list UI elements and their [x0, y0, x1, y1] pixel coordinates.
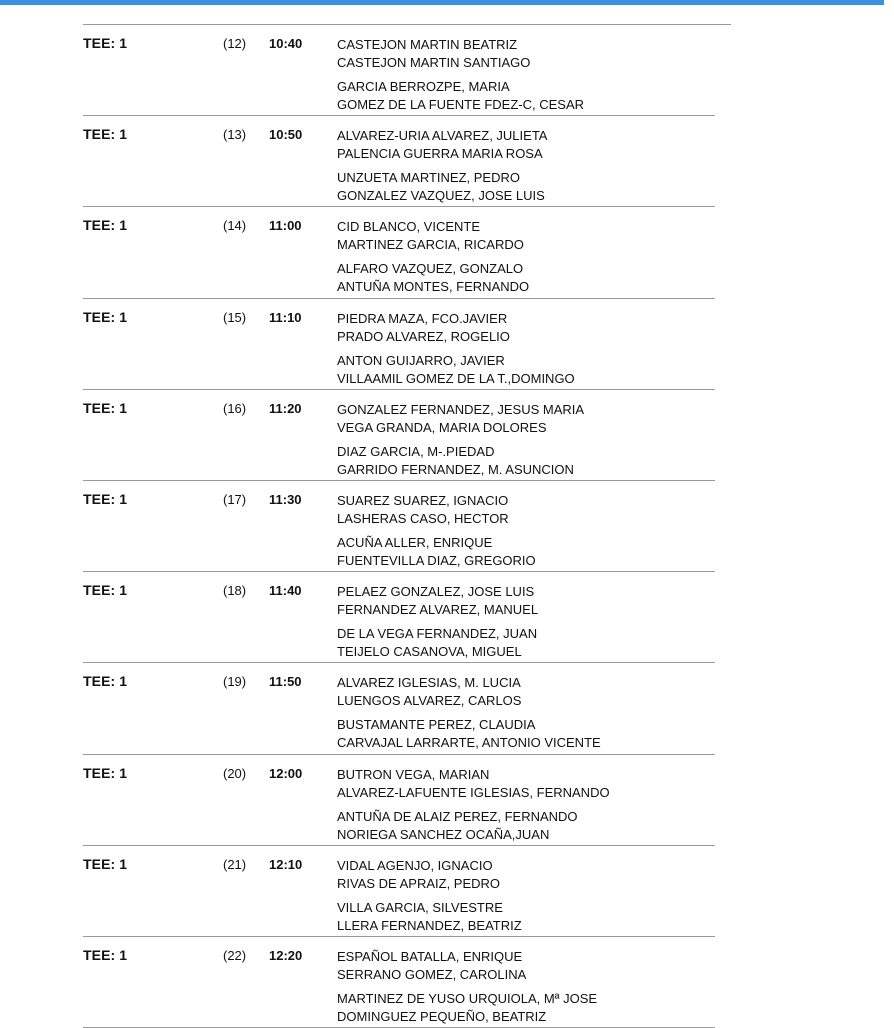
player-name: ALVAREZ-URIA ALVAREZ, JULIETA — [337, 128, 548, 144]
player-pair — [337, 716, 601, 752]
tee-label: TEE: 1 — [83, 399, 128, 416]
player-name: DE LA VEGA FERNANDEZ, JUAN — [337, 626, 538, 642]
tee-time: 11:00 — [269, 218, 302, 234]
tee-group-row — [83, 116, 715, 207]
player-pair — [337, 899, 522, 935]
player-pair — [337, 310, 575, 346]
player-name: GOMEZ DE LA FUENTE FDEZ-C, CESAR — [337, 97, 585, 112]
group-number: (16) — [223, 400, 247, 416]
tee-group-row — [83, 572, 715, 663]
player-name: RIVAS DE APRAIZ, PEDRO — [337, 875, 501, 891]
tee-group-row — [83, 481, 715, 572]
tee-time: 11:10 — [269, 309, 302, 325]
group-number: (18) — [223, 583, 247, 599]
player-name: ESPAÑOL BATALLA, ENRIQUE — [337, 948, 523, 964]
player-name: BUSTAMANTE PEREZ, CLAUDIA — [337, 717, 536, 733]
tee-label: TEE: 1 — [83, 764, 128, 781]
player-name: PALENCIA GUERRA MARIA ROSA — [337, 146, 543, 162]
player-name: ALVAREZ-LAFUENTE IGLESIAS, FERNANDO — [337, 784, 610, 800]
player-list — [337, 218, 529, 296]
player-name: LUENGOS ALVAREZ, CARLOS — [337, 693, 522, 709]
player-name: ALVAREZ IGLESIAS, M. LUCIA — [337, 675, 521, 691]
player-name: CID BLANCO, VICENTE — [337, 219, 481, 235]
tee-group-row — [83, 663, 715, 754]
tee-time: 11:20 — [269, 400, 302, 416]
tee-label: TEE: 1 — [83, 126, 128, 143]
tee-group-row — [83, 846, 715, 937]
player-list — [337, 674, 601, 752]
player-list — [337, 583, 538, 661]
tee-label: TEE: 1 — [83, 582, 128, 599]
tee-group-row — [83, 25, 715, 116]
player-name: ALFARO VAZQUEZ, GONZALO — [337, 261, 524, 277]
player-list — [337, 492, 536, 570]
tee-groups-list — [83, 25, 731, 1028]
player-pair — [337, 127, 547, 163]
player-name: DIAZ GARCIA, M-.PIEDAD — [337, 443, 495, 459]
player-name: ACUÑA ALLER, ENRIQUE — [337, 534, 493, 550]
player-name: FUENTEVILLA DIAZ, GREGORIO — [337, 552, 536, 568]
player-name: PRADO ALVAREZ, ROGELIO — [337, 328, 510, 344]
player-list — [337, 766, 610, 844]
tee-group-row — [83, 207, 715, 298]
player-pair — [337, 352, 575, 388]
player-pair — [337, 492, 536, 528]
player-name: DOMINGUEZ PEQUEÑO, BEATRIZ — [337, 1008, 547, 1024]
player-list — [337, 36, 584, 114]
tee-group-row — [83, 937, 715, 1028]
group-number: (14) — [223, 218, 247, 234]
player-name: VILLA GARCIA, SILVESTRE — [337, 899, 503, 915]
tee-time: 12:20 — [269, 947, 303, 963]
player-name: GARRIDO FERNANDEZ, M. ASUNCION — [337, 461, 574, 477]
player-pair — [337, 401, 584, 437]
tee-time: 11:30 — [269, 491, 302, 507]
player-name: NORIEGA SANCHEZ OCAÑA,JUAN — [337, 826, 550, 842]
player-name: SUAREZ SUAREZ, IGNACIO — [337, 492, 509, 508]
player-pair — [337, 808, 610, 844]
player-name: ANTUÑA MONTES, FERNANDO — [337, 279, 530, 295]
tee-label: TEE: 1 — [83, 217, 128, 234]
player-name: GONZALEZ VAZQUEZ, JOSE LUIS — [337, 188, 545, 204]
tee-label: TEE: 1 — [83, 673, 128, 690]
player-name: LASHERAS CASO, HECTOR — [337, 510, 509, 526]
player-name: MARTINEZ DE YUSO URQUIOLA, Mª JOSE — [337, 990, 598, 1006]
tee-group-row — [83, 299, 715, 390]
player-list — [337, 310, 575, 388]
player-name: CARVAJAL LARRARTE, ANTONIO VICENTE — [337, 735, 601, 751]
group-number: (12) — [223, 36, 247, 51]
player-list — [337, 857, 522, 935]
tee-group-row — [83, 390, 715, 481]
player-name: VEGA GRANDA, MARIA DOLORES — [337, 419, 547, 435]
tee-label: TEE: 1 — [83, 35, 128, 51]
player-name: UNZUETA MARTINEZ, PEDRO — [337, 170, 520, 186]
group-number: (22) — [223, 947, 247, 963]
player-pair — [337, 443, 584, 479]
player-name: LLERA FERNANDEZ, BEATRIZ — [337, 917, 522, 933]
player-name: VIDAL AGENJO, IGNACIO — [337, 857, 493, 873]
player-name: MARTINEZ GARCIA, RICARDO — [337, 237, 524, 253]
tee-time: 11:50 — [269, 674, 302, 690]
player-pair — [337, 674, 601, 710]
player-name: PELAEZ GONZALEZ, JOSE LUIS — [337, 584, 535, 600]
group-number: (19) — [223, 674, 247, 690]
player-pair — [337, 534, 536, 570]
player-pair — [337, 990, 597, 1026]
player-name: SERRANO GOMEZ, CAROLINA — [337, 966, 527, 982]
player-name: GONZALEZ FERNANDEZ, JESUS MARIA — [337, 401, 585, 417]
player-name: TEIJELO CASANOVA, MIGUEL — [337, 644, 522, 660]
tee-time: 11:40 — [269, 583, 302, 599]
player-name: PIEDRA MAZA, FCO.JAVIER — [337, 310, 508, 326]
player-list — [337, 127, 547, 205]
tee-label: TEE: 1 — [83, 308, 128, 325]
tee-time: 12:00 — [269, 765, 303, 781]
player-pair — [337, 625, 538, 661]
player-name: ANTON GUIJARRO, JAVIER — [337, 352, 505, 368]
group-number: (21) — [223, 856, 247, 872]
player-name: CASTEJON MARTIN SANTIAGO — [337, 55, 531, 70]
player-name: FERNANDEZ ALVAREZ, MANUEL — [337, 602, 539, 618]
player-name: CASTEJON MARTIN BEATRIZ — [337, 37, 518, 52]
group-number: (17) — [223, 491, 247, 507]
player-pair — [337, 169, 547, 205]
player-name: GARCIA BERROZPE, MARIA — [337, 79, 510, 94]
tee-time: 12:10 — [269, 856, 303, 872]
tee-label: TEE: 1 — [83, 855, 128, 872]
tee-times-sheet — [83, 24, 731, 1028]
tee-group-row — [83, 755, 715, 846]
group-number: (13) — [223, 127, 247, 143]
tee-label: TEE: 1 — [83, 490, 128, 507]
player-pair — [337, 36, 584, 72]
player-name: VILLAAMIL GOMEZ DE LA T.,DOMINGO — [337, 370, 575, 386]
player-name: BUTRON VEGA, MARIAN — [337, 766, 490, 782]
group-number: (15) — [223, 309, 247, 325]
group-number: (20) — [223, 765, 247, 781]
player-name: ANTUÑA DE ALAIZ PEREZ, FERNANDO — [337, 808, 578, 824]
player-pair — [337, 260, 529, 296]
player-pair — [337, 218, 529, 254]
player-pair — [337, 948, 597, 984]
top-accent-bar — [0, 0, 884, 5]
player-pair — [337, 78, 584, 114]
player-list — [337, 948, 597, 1026]
player-pair — [337, 766, 610, 802]
player-pair — [337, 583, 538, 619]
player-list — [337, 401, 584, 479]
tee-time: 10:50 — [269, 127, 303, 143]
player-pair — [337, 857, 522, 893]
tee-label: TEE: 1 — [83, 946, 128, 963]
tee-time: 10:40 — [269, 36, 303, 51]
